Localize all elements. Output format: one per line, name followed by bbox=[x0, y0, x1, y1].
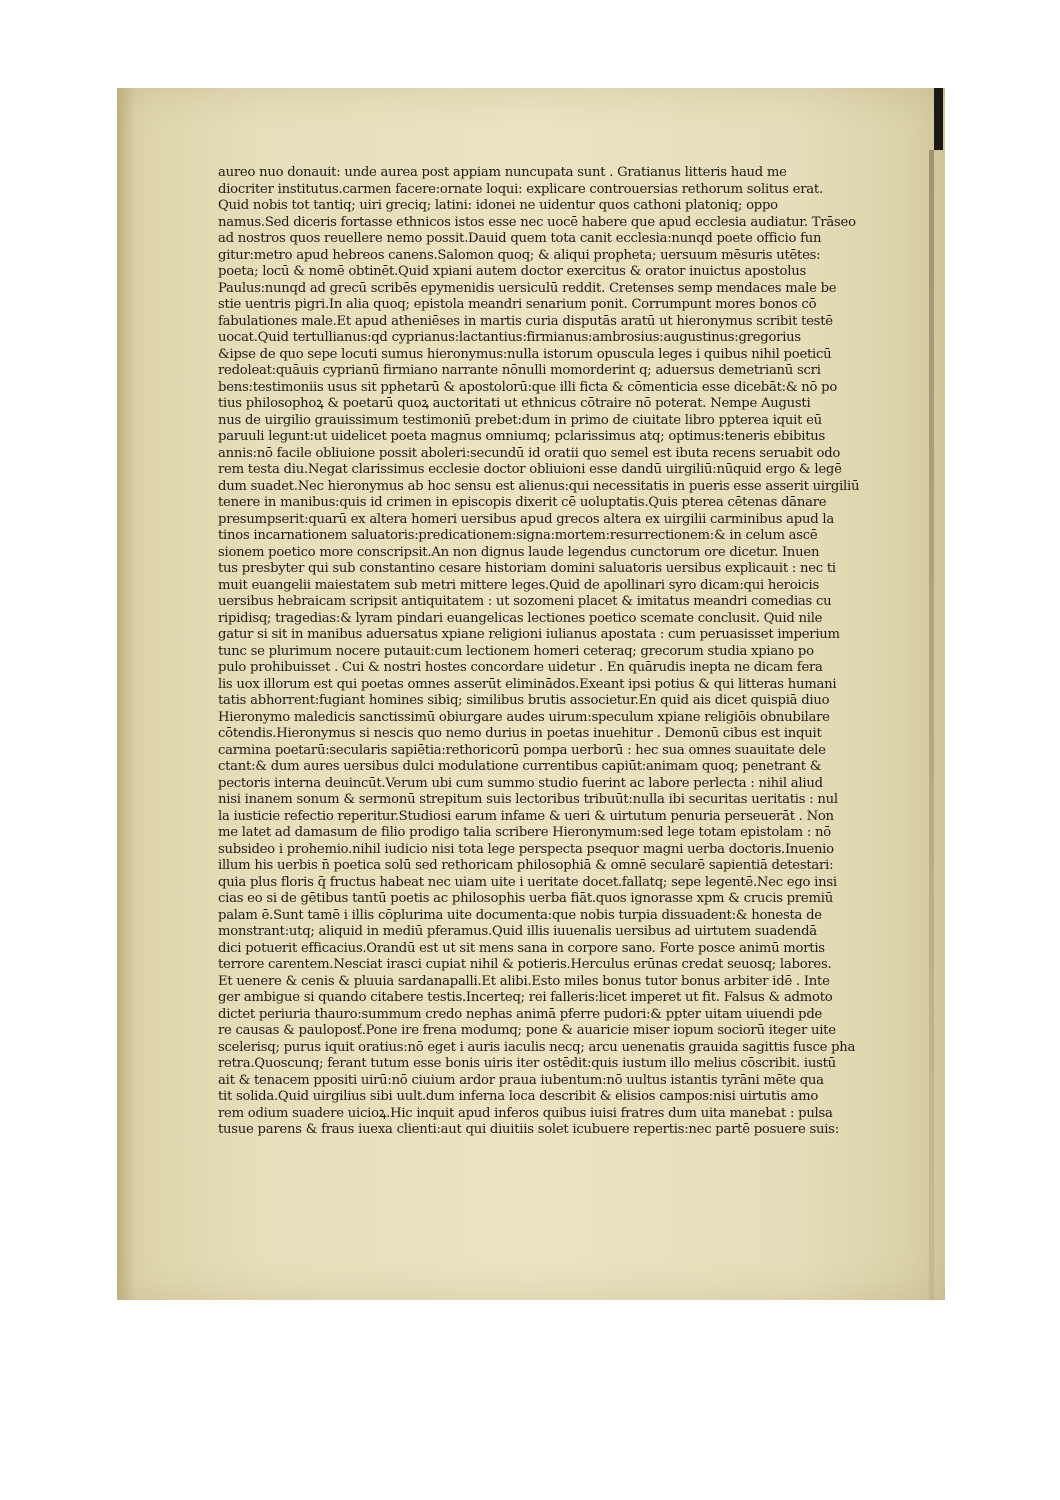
gutter-mark bbox=[934, 88, 943, 150]
text-line: nus de uirgilio grauissimum testimoniū prebet:dum in primo de ciuitate libro ppterea iquit eū bbox=[218, 412, 822, 428]
text-line: quia plus floris q̄ fructus habeat nec uiam uite i ueritate docet.fallatq; sepe legentē.Nec ego insi bbox=[218, 874, 837, 890]
text-line: carmina poetarū:secularis sapiētia:rethoricorū pompa uerborū : hec sua omnes suauitate dele bbox=[218, 742, 826, 758]
text-line: retra.Quoscunq; ferant tutum esse bonis uiris iter ostēdit:quis iustum illo melius cōscribit. iustū bbox=[218, 1056, 836, 1071]
text-line: poeta; locū & nomē obtinēt.Quid xpiani autem doctor exercitus & orator inuictus apostolus bbox=[218, 264, 806, 279]
text-line: stie uentris pigri.In alia quoq; epistola meandri senarium ponit. Corrumpunt mores bonos cō bbox=[218, 297, 817, 312]
text-line: bens:testimoniis usus sit pphetarū & apostolorū:que illi ficta & cōmenticia esse dicebāt:& nō po bbox=[218, 379, 838, 395]
text-line: paruuli legunt:ut uidelicet poeta magnus omniumq; pclarissimus atq; optimus:teneris ebibitus bbox=[218, 429, 826, 444]
text-line: rem odium suadere uicioꝝ.Hic inquit apud inferos quibus iuisi fratres dum uita manebat : pulsa bbox=[218, 1105, 833, 1121]
text-line: fabulationes male.Et apud atheniēses in martis curia disputās aratū ut hieronymus scribit testē bbox=[218, 313, 833, 329]
text-line: uersibus hebraicam scripsit antiquitatem : ut sozomeni placet & imitatus meandri comedias cu bbox=[218, 594, 832, 609]
gutter-shadow bbox=[929, 150, 934, 1300]
text-line: nisi inanem sonum & sermonū strepitum suis lectoribus tribuūt:nulla ibi securitas ueritatis : nul bbox=[218, 792, 838, 807]
text-line: Hieronymo maledicis sanctissimū obiurgare audes uirum:speculum xpiane religiōis obnubilare bbox=[218, 709, 830, 725]
text-line: tatis abhorrent:fugiant homines sibiq; similibus brutis associetur.En quid ais dicet quispiā diuo bbox=[218, 693, 830, 708]
text-line: dici potuerit efficacius.Orandū est ut sit mens sana in corpore sano. Forte posce animū mortis bbox=[218, 940, 825, 956]
text-line: tus presbyter qui sub constantino cesare historiam domini saluatoris uersibus explicauit : nec ti bbox=[218, 561, 836, 576]
text-line: rem testa diu.Negat clarissimus ecclesie doctor obliuioni esse dandū uirgiliū:nūquid ergo & legē bbox=[218, 462, 842, 477]
text-line: tit solida.Quid uirgilius sibi uult.dum inferna loca describit & elisios campos:nisi uirtutis amo bbox=[218, 1089, 819, 1104]
text-line: lis uox illorum est qui poetas omnes asserūt eliminādos.Exeant ipsi potius & qui litteras humani bbox=[218, 676, 837, 692]
text-line: pectoris interna deuincūt.Verum ubi cum summo studio fuerint ac labore perlecta : nihil aliud bbox=[218, 775, 823, 791]
text-line: tunc se plurimum nocere putauit:cum lectionem homeri ceteraq; grecorum studia xpiano po bbox=[218, 643, 814, 659]
text-line: pulo prohibuisset . Cui & nostri hostes concordare uidetur . En quārudis inepta ne dicam fera bbox=[218, 660, 823, 675]
text-line: uocat.Quid tertullianus:qd cyprianus:lactantius:firmianus:ambrosius:augustinus:gregorius bbox=[218, 330, 801, 345]
text-line: subsideo i prohemio.nihil iudicio nisi tota lege perspecta psequor magni uerba doctoris.Inuenio bbox=[218, 841, 834, 857]
text-line: monstrant:utq; aliquid in mediū pferamus.Quid illis iuuenalis uersibus ad uirtutem suadendā bbox=[218, 924, 817, 939]
text-line: presumpserit:quarū ex altera homeri uersibus apud grecos altera ex uirgilii carminibus apud la bbox=[218, 511, 834, 527]
text-line: palam ē.Sunt tamē i illis cōplurima uite documenta:que nobis turpia dissuadent:& honesta de bbox=[218, 907, 822, 923]
text-line: tenere in manibus:quis id crimen in episcopis dixerit cē uoluptatis.Quis pterea cētenas dānare bbox=[218, 495, 827, 510]
text-line: cias eo si de gētibus tantū poetis ac philosophis uerba fiāt.quos ignorasse xpm & crucis premiū bbox=[218, 891, 833, 906]
text-line: tusue parens & fraus iuexa clienti:aut qui diuitiis solet icubuere repertis:nec partē posuere suis: bbox=[218, 1122, 839, 1137]
text-line: dum suadet.Nec hieronymus ab hoc sensu est alienus:qui necessitatis in pueris esse asserit uirgiliū bbox=[218, 478, 860, 494]
text-line: muit euangelii maiestatem sub metri mittere leges.Quid de apollinari syro dicam:qui heroicis bbox=[218, 577, 819, 593]
text-line: me latet ad damasum de filio prodigo talia scribere Hieronymum:sed lege totam epistolam : nō bbox=[218, 825, 831, 840]
text-line: namus.Sed diceris fortasse ethnicos istos esse nec uocē habere que apud ecclesia audiatur. Trāseo bbox=[218, 214, 856, 230]
text-line: Et uenere & cenis & pluuia sardanapalli.Et alibi.Esto miles bonus tutor bonus arbiter idē . Inte bbox=[218, 973, 830, 989]
text-line: illum his uerbis n̄ poetica solū sed rethoricam philosophiā & omnē secularē sapientiā detestari: bbox=[218, 858, 834, 873]
text-line: ripidisq; tragedias:& lyram pindari euangelicas lectiones poetico scemate conclusit. Quid nile bbox=[218, 610, 823, 626]
text-line: la iusticie refectio reperitur.Studiosi earum infame & ueri & uirtutum penuria perseuerāt . Non bbox=[218, 808, 834, 824]
text-line: ger ambigue si quando citabere testis.Incerteq; rei falleris:licet imperet ut fit. Falsus & admoto bbox=[218, 990, 833, 1005]
text-line: terrore carentem.Nesciat irasci cupiat nihil & potieris.Herculus erūnas credat seuosq; labores. bbox=[218, 957, 832, 972]
text-line: scelerisq; purus iquit oratius:nō eget i auris iaculis necq; arcu uenenatis grauida sagittis fusce pha bbox=[218, 1039, 856, 1055]
text-line: dictet periuria thauro:summum credo nephas animā pferre pudori:& ppter uitam uiuendi pde bbox=[218, 1006, 823, 1022]
incunable-text-block bbox=[218, 165, 908, 1139]
text-line: annis:nō facile obliuione possit aboleri:secundū id oratii quo semel est ibuta recens seruabit odo bbox=[218, 445, 841, 461]
text-line: aureo nuo donauit: unde aurea post appiam nuncupata sunt . Gratianus litteris haud me bbox=[218, 165, 787, 180]
text-line: ctant:& dum aures uersibus dulci modulatione currentibus capiūt:animam quoq; penetrant & bbox=[218, 759, 822, 774]
text-line: Quid nobis tot tantiq; uiri greciq; latini: idonei ne uidentur quos cathoni platoniq; oppo bbox=[218, 198, 778, 213]
text-line: tinos incarnationem saluatoris:predicationem:signa:mortem:resurrectionem:& in celum ascē bbox=[218, 528, 818, 543]
text-line: Paulus:nunqd ad grecū scribēs epymenidis uersiculū reddit. Cretenses semp mendaces male be bbox=[218, 280, 837, 296]
text-line: cōtendis.Hieronymus si nescis quo nemo durius in poetas inuehitur . Demonū cibus est inquit bbox=[218, 726, 822, 741]
text-line: diocriter institutus.carmen facere:ornate loqui: explicare controuersias rethorum solitus erat. bbox=[218, 181, 823, 197]
text-line: redoleat:quāuis cyprianū firmiano narrante nōnulli momorderint q; aduersus demetrianū scri bbox=[218, 363, 821, 378]
text-line: ait & tenacem ppositi uirū:nō ciuium ardor praua iubentum:nō uultus istantis tyrāni mēte qua bbox=[218, 1072, 824, 1088]
text-line: tius philosophoꝝ & poetarū quoꝝ auctoritati ut ethnicus cōtraire nō poterat. Nempe Augusti bbox=[218, 396, 811, 411]
text-line: sionem poetico more conscripsit.An non dignus laude legendus cunctorum ore dicetur. Inuen bbox=[218, 544, 820, 560]
text-line: gatur si sit in manibus aduersatus xpiane religioni iulianus apostata : cum peruasisset imperium bbox=[218, 627, 840, 642]
text-line: ad nostros quos reuellere nemo possit.Dauid quem tota canit ecclesia:nunqd poete officio fun bbox=[218, 231, 822, 246]
text-line: gitur:metro apud hebreos canens.Salomon quoq; & aliqui propheta; uersuum mēsuris utētes: bbox=[218, 247, 821, 263]
page-edge-stain bbox=[117, 88, 135, 1300]
text-line: re causas & pauloposť.Pone ire frena modumq; pone & auaricie miser iopum sociorū iteger uite bbox=[218, 1023, 836, 1038]
text-line: &ipse de quo sepe locuti sumus hieronymus:nulla istorum opuscula leges i quibus nihil poeticū bbox=[218, 346, 832, 362]
